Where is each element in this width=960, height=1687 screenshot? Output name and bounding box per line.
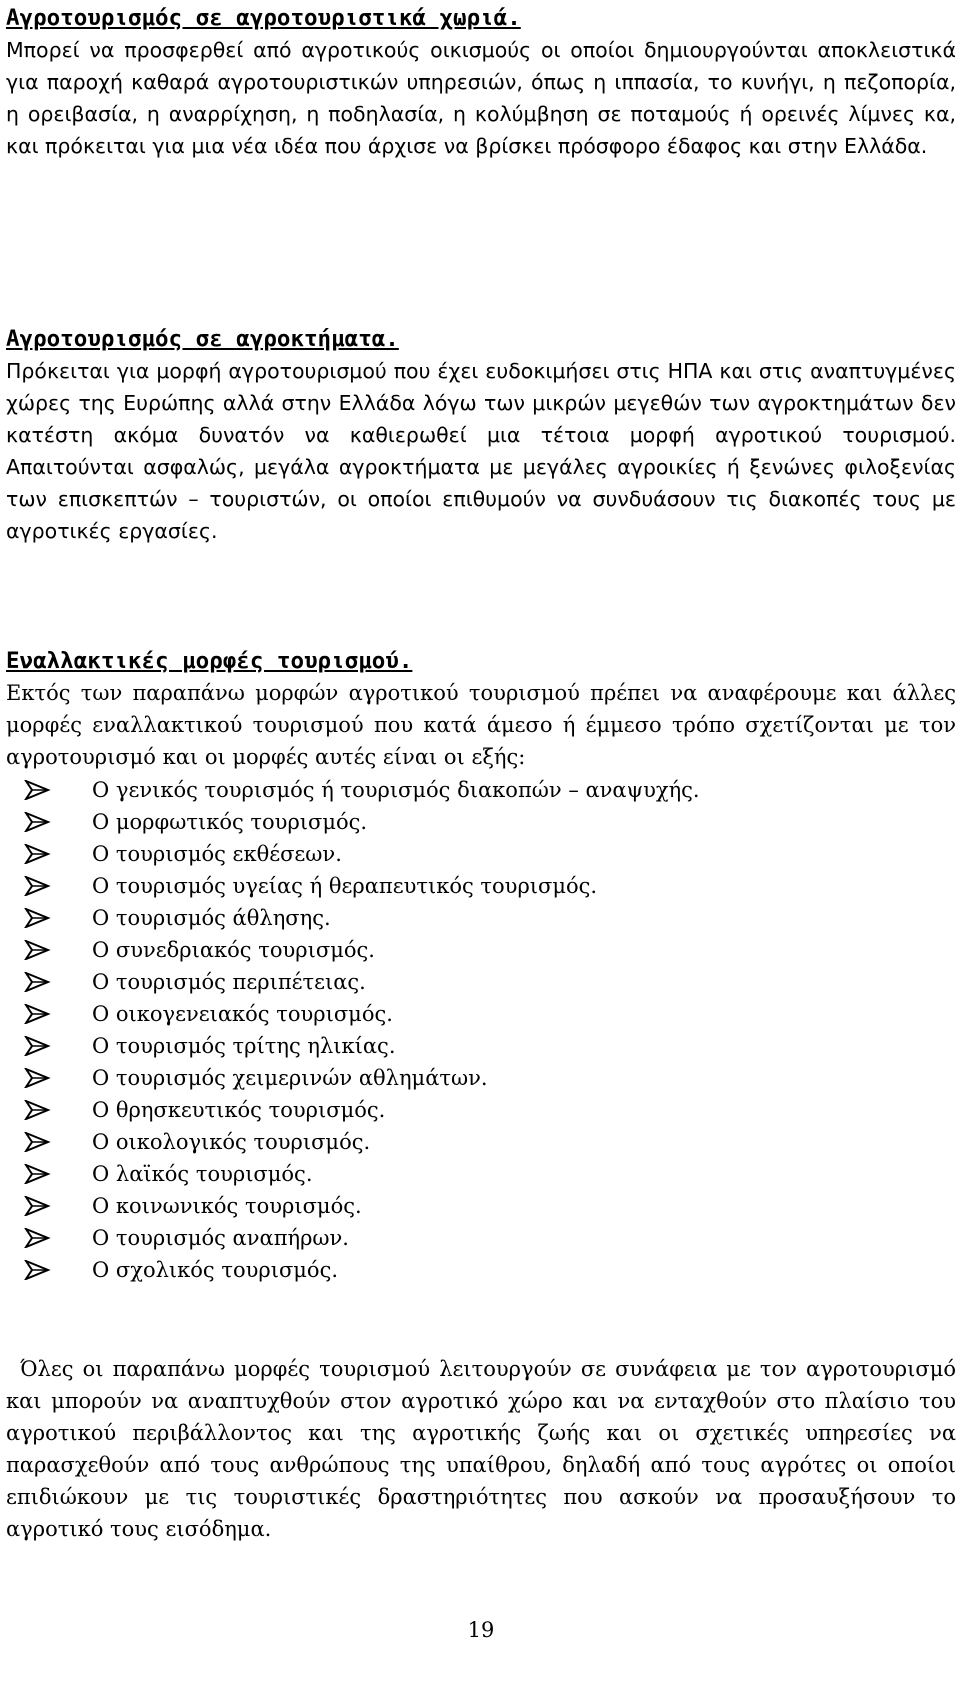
list-item bbox=[24, 806, 700, 838]
list-item bbox=[24, 934, 700, 966]
list-item-label: Ο τουρισμός εκθέσεων. bbox=[92, 842, 342, 866]
list-item bbox=[24, 1030, 700, 1062]
arrowhead-bullet-icon bbox=[24, 1036, 54, 1056]
list-item bbox=[24, 774, 700, 806]
list-item-label: Ο συνεδριακός τουρισμός. bbox=[92, 938, 375, 962]
arrowhead-bullet-icon bbox=[24, 940, 54, 960]
arrowhead-bullet-icon bbox=[24, 780, 54, 800]
list-item bbox=[24, 1062, 700, 1094]
list-item-label: Ο οικολογικός τουρισμός. bbox=[92, 1130, 371, 1154]
list-item-label: Ο οικογενειακός τουρισμός. bbox=[92, 1002, 393, 1026]
list-item bbox=[24, 1126, 700, 1158]
list-item bbox=[24, 1158, 700, 1190]
list-item-label: Ο μορφωτικός τουρισμός. bbox=[92, 810, 368, 834]
list-item-label: Ο κοινωνικός τουρισμός. bbox=[92, 1194, 362, 1218]
list-item bbox=[24, 838, 700, 870]
section-body-agritourism-farms: Πρόκειται για μορφή αγροτουρισμού που έχει ευδοκιμήσει στις ΗΠΑ και στις αναπτυγμένες χώρες της Ευρώπης αλλά στην Ελλάδα λόγω των μικρών μεγεθών των αγροκτημάτων δεν κατέστη ακόμα δυνατόν να καθιερωθεί μια τέτοια μορφή αγροτικού τουρισμού. Απαιτούνται ασφαλώς, μεγάλα αγροκτήματα με μεγάλες αγροικίες ή ξενώνες φιλοξενίας των επισκεπτών – τουριστών, οι οποίοι επιθυμούν να συνδυάσουν τις διακοπές τους με αγροτικές εργασίες. bbox=[6, 359, 956, 543]
list-item bbox=[24, 902, 700, 934]
arrowhead-bullet-icon bbox=[24, 812, 54, 832]
list-item-label: Ο σχολικός τουρισμός. bbox=[92, 1258, 339, 1282]
closing-paragraph: Όλες οι παραπάνω μορφές τουρισμού λειτουργούν σε συνάφεια με τον αγροτουρισμό και μπορούν να αναπτυχθούν στον αγροτικό χώρο και να ενταχθούν στο πλαίσιο του αγροτικού περιβάλλοντος και της αγροτικής ζωής και οι σχετικές υπηρεσίες να παρασχεθούν από τους ανθρώπους της υπαίθρου, δηλαδή από τους αγρότες οι οποίοι επιδιώκουν με τις τουριστικές δραστηριότητες που ασκούν να προσαυξήσουν το αγροτικό τους εισόδημα. bbox=[6, 1357, 956, 1541]
section-heading-agritourism-villages: Αγροτουρισμός σε αγροτουριστικά χωριά. bbox=[6, 5, 521, 31]
list-item-label: Ο τουρισμός αναπήρων. bbox=[92, 1226, 349, 1250]
arrowhead-bullet-icon bbox=[24, 1228, 54, 1248]
arrowhead-bullet-icon bbox=[24, 908, 54, 928]
section-body-agritourism-villages: Μπορεί να προσφερθεί από αγροτικούς οικισμούς οι οποίοι δημιουργούνται αποκλειστικά για παροχή καθαρά αγροτουριστικών υπηρεσιών, όπως η ιππασία, το κυνήγι, η πεζοπορία, η ορειβασία, η αναρρίχηση, η ποδηλασία, η κολύμβηση σε ποταμούς ή ορεινές λίμνες κα, και πρόκειται για μια νέα ιδέα που άρχισε να βρίσκει πρόσφορο έδαφος και στην Ελλάδα. bbox=[6, 38, 956, 158]
arrowhead-bullet-icon bbox=[24, 876, 54, 896]
tourism-forms-list bbox=[24, 774, 700, 1286]
arrowhead-bullet-icon bbox=[24, 1260, 54, 1280]
arrowhead-bullet-icon bbox=[24, 1164, 54, 1184]
list-item bbox=[24, 1190, 700, 1222]
list-item-label: Ο τουρισμός τρίτης ηλικίας. bbox=[92, 1034, 396, 1058]
list-item-label: Ο γενικός τουρισμός ή τουρισμός διακοπών – αναψυχής. bbox=[92, 778, 700, 802]
arrowhead-bullet-icon bbox=[24, 1196, 54, 1216]
section-heading-agritourism-farms: Αγροτουρισμός σε αγροκτήματα. bbox=[6, 326, 399, 352]
arrowhead-bullet-icon bbox=[24, 1004, 54, 1024]
list-item-label: Ο τουρισμός άθλησης. bbox=[92, 906, 331, 930]
list-item-label: Ο τουρισμός χειμερινών αθλημάτων. bbox=[92, 1066, 488, 1090]
list-item-label: Ο τουρισμός περιπέτειας. bbox=[92, 970, 366, 994]
list-item-label: Ο θρησκευτικός τουρισμός. bbox=[92, 1098, 386, 1122]
list-item bbox=[24, 998, 700, 1030]
arrowhead-bullet-icon bbox=[24, 972, 54, 992]
arrowhead-bullet-icon bbox=[24, 1068, 54, 1088]
arrowhead-bullet-icon bbox=[24, 1100, 54, 1120]
list-item bbox=[24, 1222, 700, 1254]
arrowhead-bullet-icon bbox=[24, 844, 54, 864]
list-item bbox=[24, 870, 700, 902]
section-heading-alternative-tourism: Εναλλακτικές μορφές τουρισμού. bbox=[6, 648, 413, 674]
list-item-label: Ο λαϊκός τουρισμός. bbox=[92, 1162, 313, 1186]
list-item-label: Ο τουρισμός υγείας ή θεραπευτικός τουρισμός. bbox=[92, 874, 598, 898]
arrowhead-bullet-icon bbox=[24, 1132, 54, 1152]
list-item bbox=[24, 1094, 700, 1126]
list-item bbox=[24, 966, 700, 998]
page-number: 19 bbox=[467, 1618, 495, 1642]
section-body-alternative-tourism: Εκτός των παραπάνω μορφών αγροτικού τουρισμού πρέπει να αναφέρουμε και άλλες μορφές εναλλακτικού τουρισμού που κατά άμεσο ή έμμεσο τρόπο σχετίζονται με τον αγροτουρισμό και οι μορφές αυτές είναι οι εξής: bbox=[6, 681, 956, 769]
list-item bbox=[24, 1254, 700, 1286]
